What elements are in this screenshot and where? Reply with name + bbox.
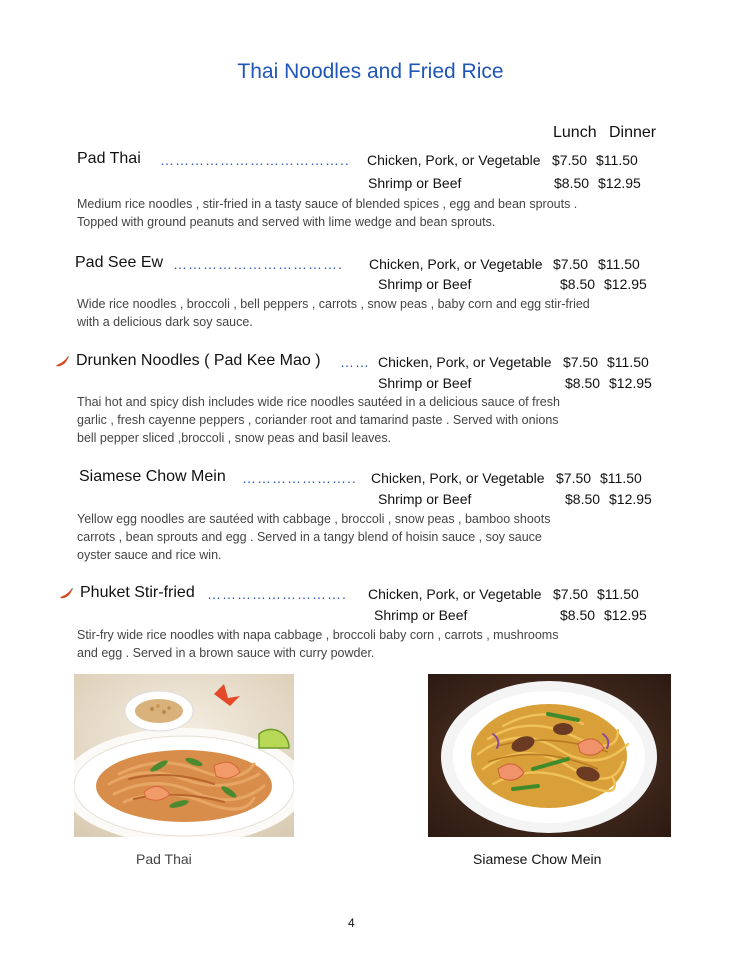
lunch-price: $7.50 <box>553 586 589 602</box>
chili-icon <box>54 355 70 369</box>
lunch-header: Lunch <box>553 124 597 141</box>
lunch-price: $7.50 <box>553 256 589 272</box>
dinner-price: $11.50 <box>607 354 649 370</box>
option-label: Chicken, Pork, or Vegetable <box>367 152 541 168</box>
photo-caption: Pad Thai <box>136 851 192 867</box>
menu-item-name: Phuket Stir-fried <box>80 584 195 601</box>
lunch-price: $7.50 <box>563 354 599 370</box>
dinner-header: Dinner <box>609 124 657 141</box>
item-description: and egg . Served in a brown sauce with curry powder. <box>77 646 375 660</box>
dinner-price: $12.95 <box>604 276 647 292</box>
item-description: Stir-fry wide rice noodles with napa cabbage , broccoli baby corn , carrots , mushrooms <box>77 628 559 642</box>
option-label: Shrimp or Beef <box>378 491 472 507</box>
photo-caption: Siamese Chow Mein <box>473 851 602 867</box>
option-label: Chicken, Pork, or Vegetable <box>371 470 545 486</box>
item-description: oyster sauce and rice win. <box>77 548 222 562</box>
item-description: with a delicious dark soy sauce. <box>77 315 253 329</box>
lunch-price: $7.50 <box>552 152 588 168</box>
option-label: Shrimp or Beef <box>378 375 472 391</box>
page-number: 4 <box>348 916 355 930</box>
dinner-price: $11.50 <box>600 470 642 486</box>
dinner-price: $11.50 <box>596 152 638 168</box>
chili-icon <box>58 587 74 601</box>
lunch-price: $8.50 <box>560 276 596 292</box>
lunch-price: $7.50 <box>556 470 592 486</box>
menu-item-name: Pad Thai <box>77 150 141 167</box>
menu-item-name: Drunken Noodles ( Pad Kee Mao ) <box>76 352 321 369</box>
item-description: Medium rice noodles , stir-fried in a tasty sauce of blended spices , egg and bean sprouts . <box>77 197 578 211</box>
lunch-price: $8.50 <box>565 375 601 391</box>
item-description: Yellow egg noodles are sautéed with cabbage , broccoli , snow peas , bamboo shoots <box>77 512 551 526</box>
option-label: Chicken, Pork, or Vegetable <box>378 354 552 370</box>
lunch-price: $8.50 <box>565 491 601 507</box>
dinner-price: $12.95 <box>604 607 647 623</box>
menu-item-name: Pad See Ew <box>75 254 164 271</box>
dinner-price: $12.95 <box>609 491 652 507</box>
item-description: Thai hot and spicy dish includes wide rice noodles sautéed in a delicious sauce of fresh <box>77 395 560 409</box>
option-label: Shrimp or Beef <box>368 175 462 191</box>
lunch-price: $8.50 <box>560 607 596 623</box>
item-description: garlic , fresh cayenne peppers , coriander root and tamarind paste . Served with onions <box>77 413 559 427</box>
dinner-price: $12.95 <box>609 375 652 391</box>
chow-mein-photo <box>428 674 671 837</box>
dinner-price: $11.50 <box>597 586 639 602</box>
item-description: bell pepper sliced ,broccoli , snow peas and basil leaves. <box>77 431 392 445</box>
dinner-price: $12.95 <box>598 175 641 191</box>
leader-dots: ………………………. <box>207 586 347 602</box>
option-label: Shrimp or Beef <box>378 276 472 292</box>
leader-dots: …… <box>340 354 370 370</box>
option-label: Chicken, Pork, or Vegetable <box>369 256 543 272</box>
item-description: Topped with ground peanuts and served with lime wedge and bean sprouts. <box>77 215 496 229</box>
pad-thai-photo <box>74 674 294 837</box>
menu-item-name: Siamese Chow Mein <box>79 468 226 485</box>
leader-dots: ……………………………. <box>173 256 343 272</box>
item-description: Wide rice noodles , broccoli , bell peppers , carrots , snow peas , baby corn and egg stir-fried <box>77 297 590 311</box>
dinner-price: $11.50 <box>598 256 640 272</box>
option-label: Shrimp or Beef <box>374 607 468 623</box>
leader-dots: ………………….. <box>242 470 357 486</box>
item-description: carrots , bean sprouts and egg . Served in a tangy blend of hoisin sauce , soy sauce <box>77 530 542 544</box>
option-label: Chicken, Pork, or Vegetable <box>368 586 542 602</box>
leader-dots: ……………………………….. <box>160 152 350 168</box>
page-title: Thai Noodles and Fried Rice <box>237 60 504 83</box>
lunch-price: $8.50 <box>554 175 590 191</box>
